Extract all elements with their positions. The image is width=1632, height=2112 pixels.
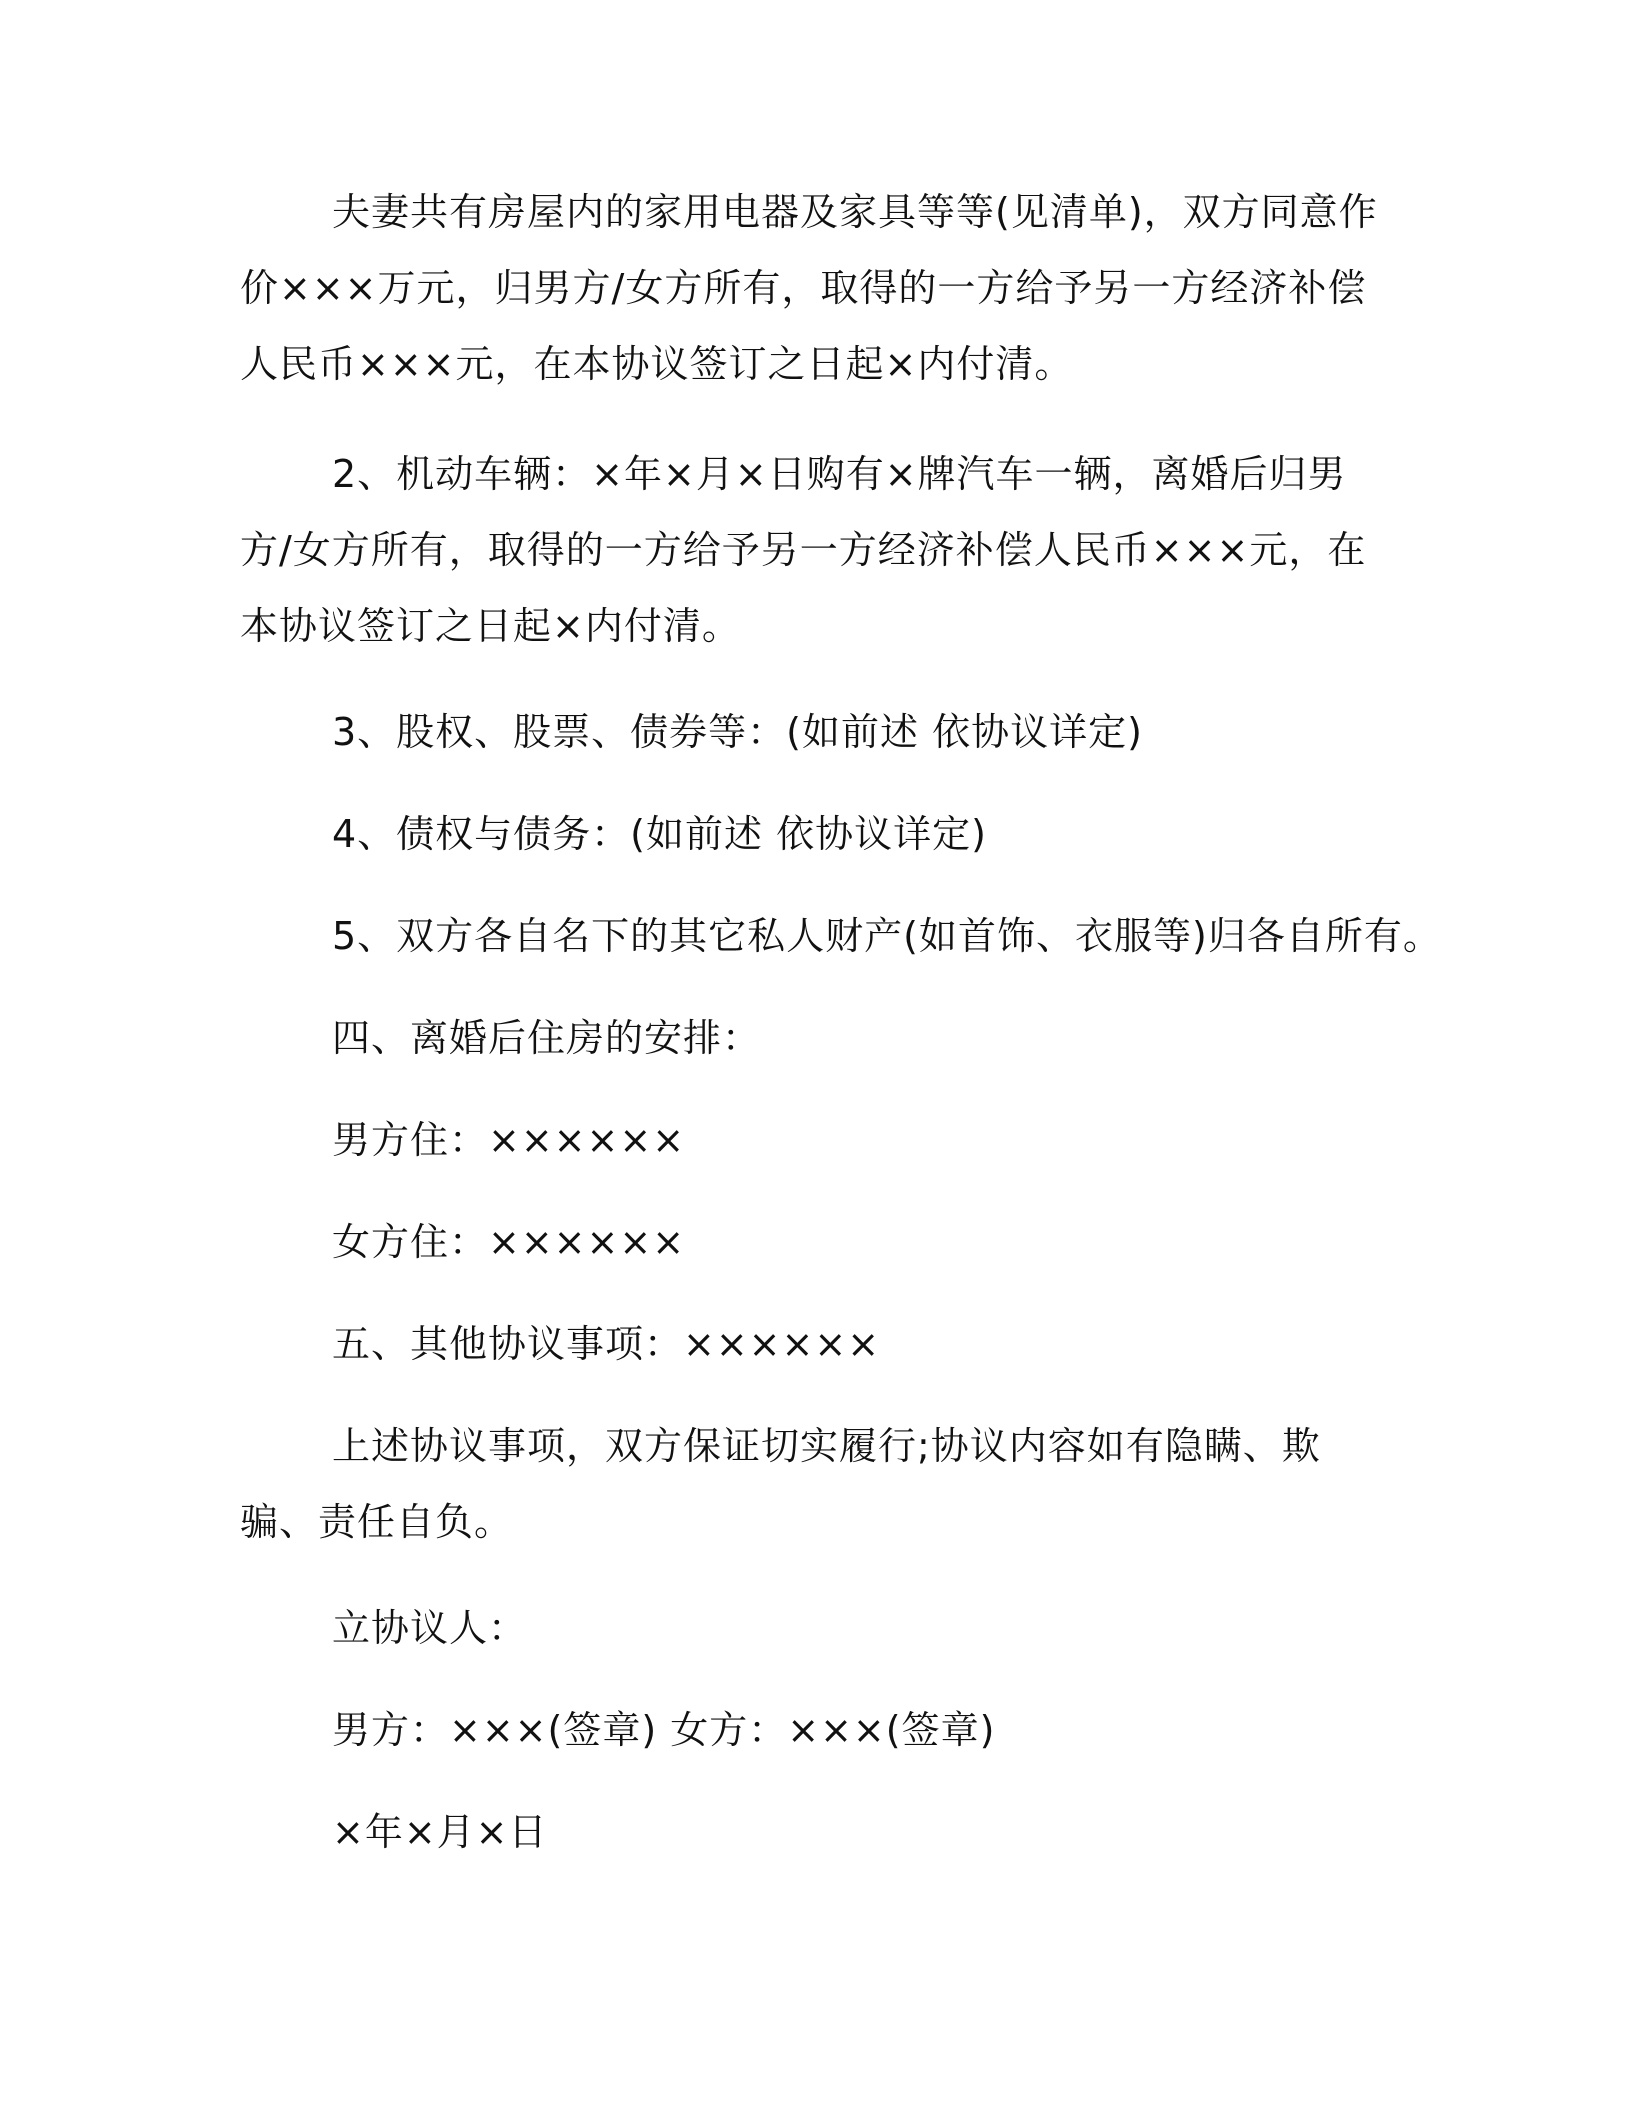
paragraph-date: ×年×月×日 [332,1810,548,1854]
paragraph-personal-property: 5、双方各自名下的其它私人财产(如首饰、衣服等)归各自所有。 [332,914,1442,958]
paragraph-male-housing: 男方住：×××××× [332,1118,686,1162]
paragraph-guarantee: 上述协议事项，双方保证切实履行;协议内容如有隐瞒、欺骗、责任自负。 [240,1424,1321,1544]
paragraph-furniture: 夫妻共有房屋内的家用电器及家具等等(见清单)，双方同意作价×××万元，归男方/女方所有，取得的一方给予另一方经济补偿人民币×××元，在本协议签订之日起×内付清。 [240,190,1378,386]
paragraph-vehicle: 2、机动车辆：×年×月×日购有×牌汽车一辆，离婚后归男方/女方所有，取得的一方给予另一方经济补偿人民币×××元，在本协议签订之日起×内付清。 [240,452,1367,648]
paragraph-signatures: 男方：×××(签章) 女方：×××(签章) [332,1708,996,1752]
paragraph-equity: 3、股权、股票、债券等：(如前述 依协议详定) [332,710,1143,754]
paragraph-female-housing: 女方住：×××××× [332,1220,686,1264]
section-heading-other-matters: 五、其他协议事项：×××××× [332,1322,881,1366]
paragraph-signatories: 立协议人： [332,1606,528,1650]
paragraph-debts: 4、债权与债务：(如前述 依协议详定) [332,812,987,856]
section-heading-housing: 四、离婚后住房的安排： [332,1016,762,1060]
